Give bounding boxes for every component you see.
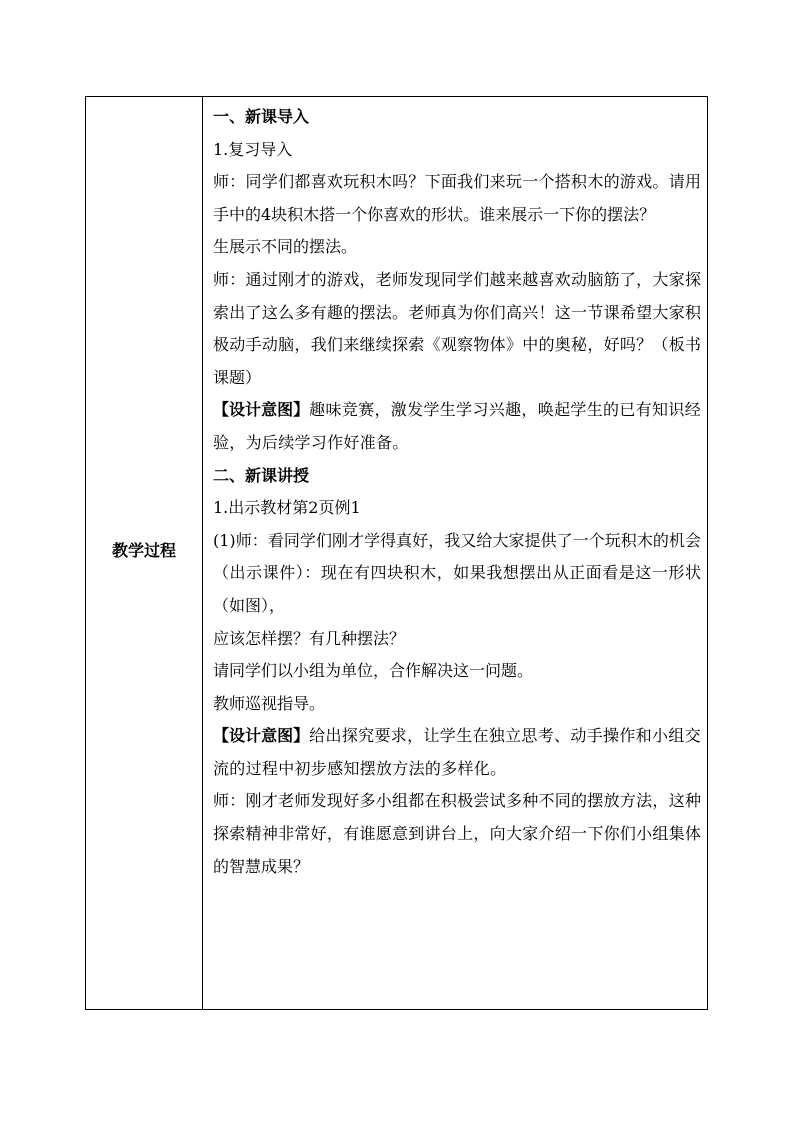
section-label-cell xyxy=(86,97,203,1009)
paragraph-how-to-arrange: 应该怎样摆？有几种摆法？ xyxy=(213,628,406,648)
paragraph-teacher-blocks-game: 师：同学们都喜欢玩积木吗？下面我们来玩一个搭积木的游戏。请用手中的4块积木搭一个你喜欢的形状。谁来展示一下你的摆法？ xyxy=(213,172,701,224)
design-intent-label: 【设计意图】 xyxy=(213,400,310,420)
lesson-table xyxy=(85,96,708,1010)
paragraph-design-intent-1 xyxy=(213,394,701,459)
paragraph-teacher-four-blocks: (1)师：看同学们刚才学得真好，我又给大家提供了一个玩积木的机会（出示课件）：现在有四块积木，如果我想摆出从正面看是这一形状（如图）， xyxy=(213,530,701,615)
section-label: 教学过程 xyxy=(111,541,176,560)
design-intent-text: 给出探究要求，让学生在独立思考、动手操作和小组交流的过程中初步感知摆放方法的多样化。 xyxy=(213,726,701,778)
paragraph-example-1: 1.出示教材第2页例1 xyxy=(213,498,361,518)
heading-new-lesson-teaching: 二、新课讲授 xyxy=(213,465,310,485)
paragraph-students-show: 生展示不同的摆法。 xyxy=(213,237,358,257)
paragraph-group-work: 请同学们以小组为单位，合作解决这一问题。 xyxy=(213,661,534,681)
paragraph-teacher-invite-share: 师：刚才老师发现好多小组都在积极尝试多种不同的摆放方法，这种探索精神非常好，有谁愿意到讲台上，向大家介绍一下你们小组集体的智慧成果？ xyxy=(213,791,701,876)
paragraph-review-intro: 1.复习导入 xyxy=(213,139,293,159)
paragraph-teacher-guides: 教师巡视指导。 xyxy=(213,693,326,713)
design-intent-label: 【设计意图】 xyxy=(213,726,310,746)
content-cell xyxy=(203,97,707,1009)
paragraph-design-intent-2 xyxy=(213,720,701,785)
design-intent-text: 趣味竞赛，激发学生学习兴趣，唤起学生的已有知识经验，为后续学习作好准备。 xyxy=(213,400,701,452)
paragraph-teacher-observe-objects: 师：通过刚才的游戏，老师发现同学们越来越喜欢动脑筋了，大家探索出了这么多有趣的摆法。老师真为你们高兴！这一节课希望大家积极动手动脑，我们来继续探索《观察物体》中的奥秘，好吗？（板书课题） xyxy=(213,269,701,387)
heading-new-lesson-intro: 一、新课导入 xyxy=(213,107,310,126)
